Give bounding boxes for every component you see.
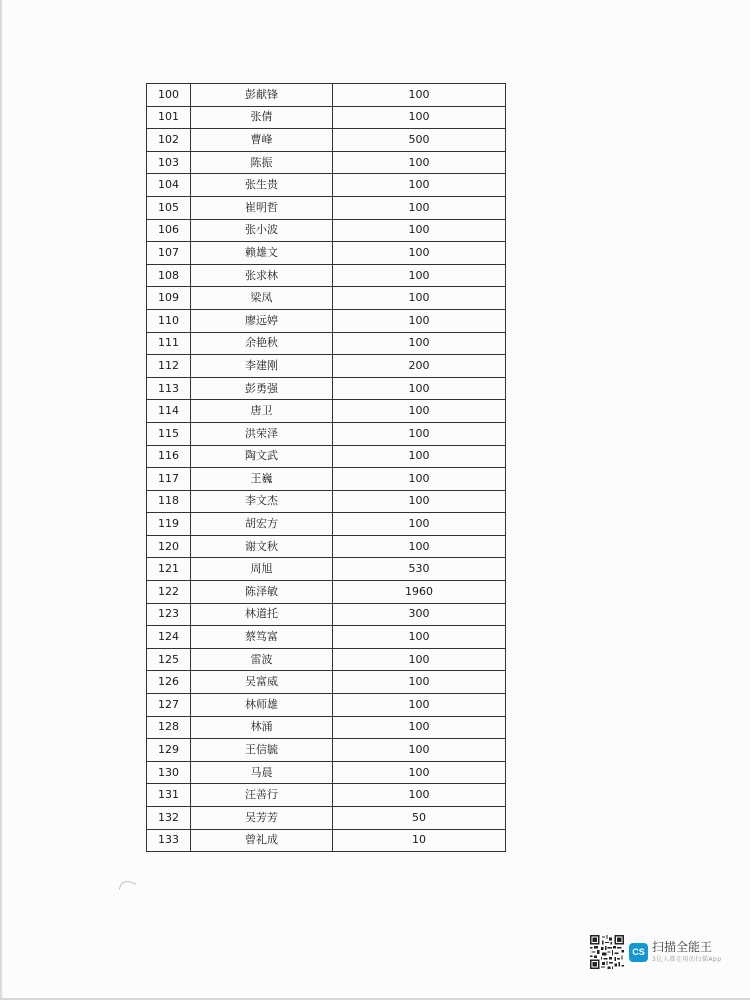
table-row [147, 807, 506, 830]
row-number: 105 [147, 196, 191, 219]
donor-name: 吴芳芳 [191, 807, 333, 830]
donation-amount: 100 [333, 716, 506, 739]
qr-code-icon [590, 935, 624, 969]
donor-name: 林道托 [191, 603, 333, 626]
table-body [147, 84, 506, 852]
row-number: 111 [147, 332, 191, 355]
row-number: 132 [147, 807, 191, 830]
table-row [147, 84, 506, 107]
row-number: 101 [147, 106, 191, 129]
donor-name: 彭献锋 [191, 84, 333, 107]
row-number: 102 [147, 129, 191, 152]
donor-name: 梁凤 [191, 287, 333, 310]
donor-name: 彭勇强 [191, 377, 333, 400]
row-number: 118 [147, 490, 191, 513]
donor-name: 王信毓 [191, 739, 333, 762]
donation-amount: 100 [333, 151, 506, 174]
table-row [147, 151, 506, 174]
donor-name: 吴富威 [191, 671, 333, 694]
row-number: 104 [147, 174, 191, 197]
row-number: 126 [147, 671, 191, 694]
row-number: 106 [147, 219, 191, 242]
donation-amount: 100 [333, 535, 506, 558]
table-row [147, 603, 506, 626]
donor-name: 胡宏方 [191, 513, 333, 536]
donor-name: 李文杰 [191, 490, 333, 513]
donor-name: 周旭 [191, 558, 333, 581]
row-number: 131 [147, 784, 191, 807]
donor-name: 蔡笃富 [191, 626, 333, 649]
row-number: 115 [147, 422, 191, 445]
table-row [147, 400, 506, 423]
donation-amount: 500 [333, 129, 506, 152]
table-row [147, 445, 506, 468]
table-row [147, 219, 506, 242]
row-number: 107 [147, 242, 191, 265]
donation-table [146, 83, 506, 852]
donation-amount: 100 [333, 174, 506, 197]
table-row [147, 648, 506, 671]
row-number: 128 [147, 716, 191, 739]
row-number: 133 [147, 829, 191, 852]
row-number: 124 [147, 626, 191, 649]
row-number: 112 [147, 355, 191, 378]
table-row [147, 355, 506, 378]
row-number: 129 [147, 739, 191, 762]
donation-amount: 200 [333, 355, 506, 378]
row-number: 117 [147, 468, 191, 491]
donation-amount: 100 [333, 671, 506, 694]
donor-name: 陶文武 [191, 445, 333, 468]
row-number: 121 [147, 558, 191, 581]
donor-name: 余艳秋 [191, 332, 333, 355]
table-row [147, 581, 506, 604]
table-row [147, 829, 506, 852]
scanner-watermark [590, 935, 722, 969]
donor-name: 唐卫 [191, 400, 333, 423]
row-number: 113 [147, 377, 191, 400]
table-row [147, 739, 506, 762]
donation-amount: 100 [333, 761, 506, 784]
table-row [147, 377, 506, 400]
donation-amount: 100 [333, 84, 506, 107]
page-left-shadow [0, 0, 3, 1000]
row-number: 109 [147, 287, 191, 310]
donation-amount: 100 [333, 309, 506, 332]
table-row [147, 242, 506, 265]
brand-tagline: 3亿人都在用的扫描App [652, 956, 722, 963]
donor-name: 李建刚 [191, 355, 333, 378]
table-row [147, 174, 506, 197]
table-row [147, 626, 506, 649]
donor-name: 张倩 [191, 106, 333, 129]
row-number: 108 [147, 264, 191, 287]
donation-amount: 100 [333, 287, 506, 310]
donor-name: 崔明哲 [191, 196, 333, 219]
table-row [147, 761, 506, 784]
table-row [147, 558, 506, 581]
row-number: 125 [147, 648, 191, 671]
donation-amount: 100 [333, 196, 506, 219]
donation-amount: 100 [333, 468, 506, 491]
table-row [147, 196, 506, 219]
row-number: 120 [147, 535, 191, 558]
row-number: 103 [147, 151, 191, 174]
donor-name: 谢文秋 [191, 535, 333, 558]
table-row [147, 422, 506, 445]
donor-name: 曾礼成 [191, 829, 333, 852]
row-number: 114 [147, 400, 191, 423]
table-row [147, 332, 506, 355]
donor-name: 陈泽敏 [191, 581, 333, 604]
table-row [147, 513, 506, 536]
donation-amount: 100 [333, 377, 506, 400]
donation-amount: 100 [333, 445, 506, 468]
donation-amount: 100 [333, 400, 506, 423]
table-row [147, 671, 506, 694]
donor-name: 马晨 [191, 761, 333, 784]
row-number: 122 [147, 581, 191, 604]
donation-amount: 100 [333, 219, 506, 242]
table-row [147, 784, 506, 807]
donation-amount: 100 [333, 422, 506, 445]
donation-amount: 100 [333, 694, 506, 717]
row-number: 110 [147, 309, 191, 332]
donor-name: 廖远婷 [191, 309, 333, 332]
row-number: 119 [147, 513, 191, 536]
donor-name: 曹峰 [191, 129, 333, 152]
table-row [147, 694, 506, 717]
donor-name: 汪善行 [191, 784, 333, 807]
row-number: 100 [147, 84, 191, 107]
donation-amount: 100 [333, 490, 506, 513]
table-row [147, 535, 506, 558]
table-row [147, 490, 506, 513]
donor-name: 林师雄 [191, 694, 333, 717]
donation-amount: 100 [333, 332, 506, 355]
donor-name: 雷波 [191, 648, 333, 671]
table-row [147, 309, 506, 332]
donation-amount: 100 [333, 739, 506, 762]
donation-amount: 530 [333, 558, 506, 581]
donation-amount: 100 [333, 784, 506, 807]
table-row [147, 287, 506, 310]
donor-name: 林涌 [191, 716, 333, 739]
table-row [147, 468, 506, 491]
cs-logo-icon: CS [629, 943, 648, 962]
table-row [147, 716, 506, 739]
donation-amount: 100 [333, 648, 506, 671]
donation-amount: 100 [333, 242, 506, 265]
donor-name: 王巍 [191, 468, 333, 491]
donation-amount: 10 [333, 829, 506, 852]
donation-amount: 100 [333, 106, 506, 129]
donor-name: 张求林 [191, 264, 333, 287]
row-number: 123 [147, 603, 191, 626]
row-number: 127 [147, 694, 191, 717]
donation-amount: 100 [333, 264, 506, 287]
donation-amount: 100 [333, 513, 506, 536]
donor-name: 陈振 [191, 151, 333, 174]
donor-name: 洪荣泽 [191, 422, 333, 445]
donation-amount: 100 [333, 626, 506, 649]
row-number: 130 [147, 761, 191, 784]
donor-name: 赖雄文 [191, 242, 333, 265]
donor-name: 张生贵 [191, 174, 333, 197]
brand-name: 扫描全能王 [652, 940, 713, 954]
donation-amount: 300 [333, 603, 506, 626]
table-row [147, 129, 506, 152]
table-row [147, 106, 506, 129]
donation-amount: 1960 [333, 581, 506, 604]
scan-mark [119, 879, 137, 894]
donor-name: 张小波 [191, 219, 333, 242]
donation-amount: 50 [333, 807, 506, 830]
table-row [147, 264, 506, 287]
row-number: 116 [147, 445, 191, 468]
brand-text [652, 940, 722, 964]
